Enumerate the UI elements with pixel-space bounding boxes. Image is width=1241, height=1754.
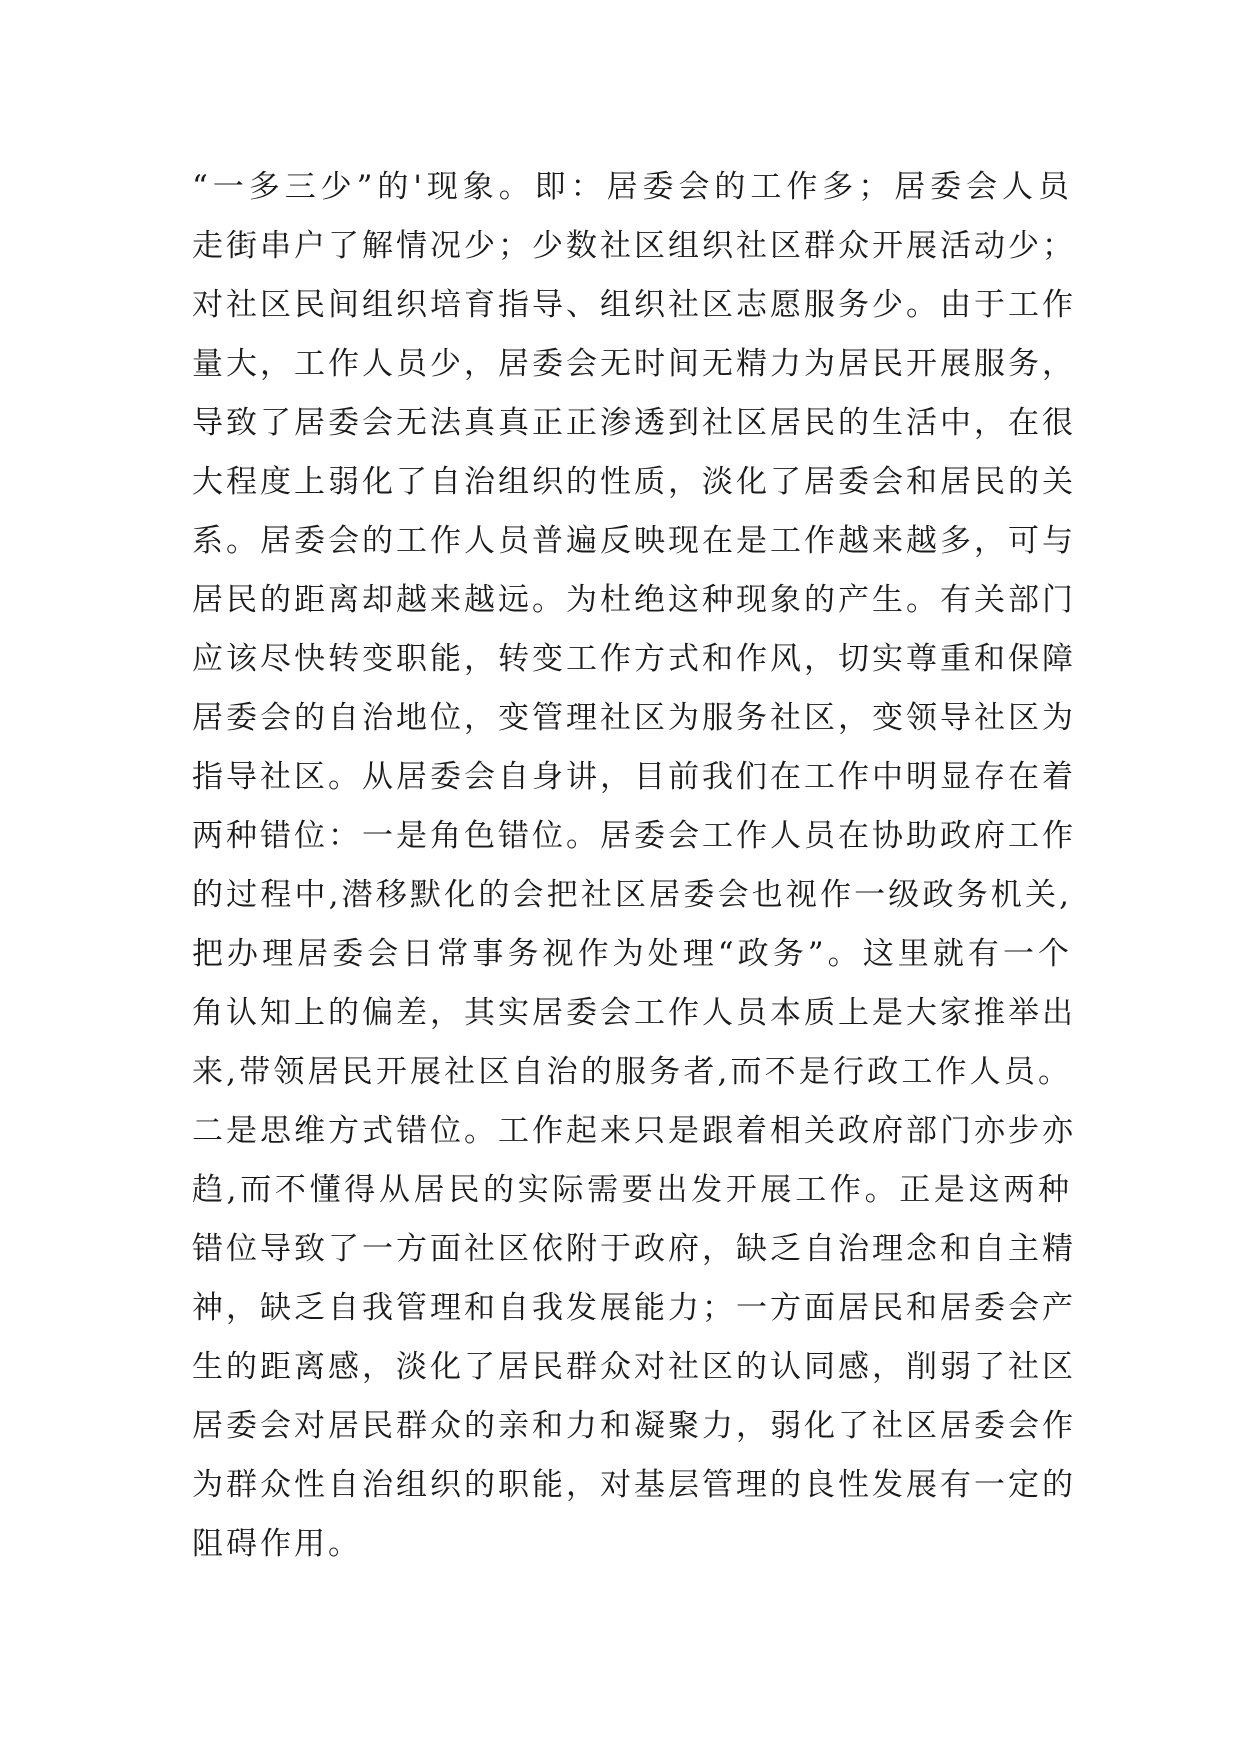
text-line: 为群众性自治组织的职能，对基层管理的良性发展有一定的 bbox=[192, 1467, 1076, 1503]
text-line: 走街串户了解情况少；少数社区组织社区群众开展活动少； bbox=[192, 228, 1076, 264]
text-line: 趋,而不懂得从居民的实际需要出发开展工作。正是这两种 bbox=[192, 1172, 1072, 1208]
text-line: 阻碍作用。 bbox=[192, 1526, 362, 1562]
text-line: 角认知上的偏差，其实居委会工作人员本质上是大家推举出 bbox=[192, 995, 1076, 1031]
text-line: 居委会对居民群众的亲和力和凝聚力，弱化了社区居委会作 bbox=[192, 1408, 1076, 1444]
text-line: “一多三少”的'现象。即：居委会的工作多；居委会人员 bbox=[192, 169, 1072, 205]
text-line: 二是思维方式错位。工作起来只是跟着相关政府部门亦步亦 bbox=[192, 1113, 1076, 1149]
text-line: 量大，工作人员少，居委会无时间无精力为居民开展服务， bbox=[192, 346, 1076, 382]
text-line: 居委会的自治地位，变管理社区为服务社区，变领导社区为 bbox=[192, 700, 1076, 736]
text-line: 对社区民间组织培育指导、组织社区志愿服务少。由于工作 bbox=[192, 287, 1076, 323]
text-line: 来,带领居民开展社区自治的服务者,而不是行政工作人员。 bbox=[192, 1054, 1072, 1090]
text-line: 导致了居委会无法真真正正渗透到社区居民的生活中，在很 bbox=[192, 405, 1076, 441]
text-line: 居民的距离却越来越远。为杜绝这种现象的产生。有关部门 bbox=[192, 582, 1076, 618]
text-line: 的过程中,潜移默化的会把社区居委会也视作一级政务机关, bbox=[192, 877, 1072, 913]
body-text bbox=[192, 158, 1076, 1574]
text-line: 两种错位：一是角色错位。居委会工作人员在协助政府工作 bbox=[192, 818, 1076, 854]
text-line: 指导社区。从居委会自身讲，目前我们在工作中明显存在着 bbox=[192, 759, 1076, 795]
text-line: 大程度上弱化了自治组织的性质，淡化了居委会和居民的关 bbox=[192, 464, 1076, 500]
text-line: 应该尽快转变职能，转变工作方式和作风，切实尊重和保障 bbox=[192, 641, 1076, 677]
text-line: 把办理居委会日常事务视作为处理“政务”。这里就有一个 bbox=[192, 936, 1072, 972]
text-line: 神，缺乏自我管理和自我发展能力；一方面居民和居委会产 bbox=[192, 1290, 1076, 1326]
text-line: 生的距离感，淡化了居民群众对社区的认同感，削弱了社区 bbox=[192, 1349, 1076, 1385]
text-line: 错位导致了一方面社区依附于政府，缺乏自治理念和自主精 bbox=[192, 1231, 1076, 1267]
text-line: 系。居委会的工作人员普遍反映现在是工作越来越多，可与 bbox=[192, 523, 1076, 559]
